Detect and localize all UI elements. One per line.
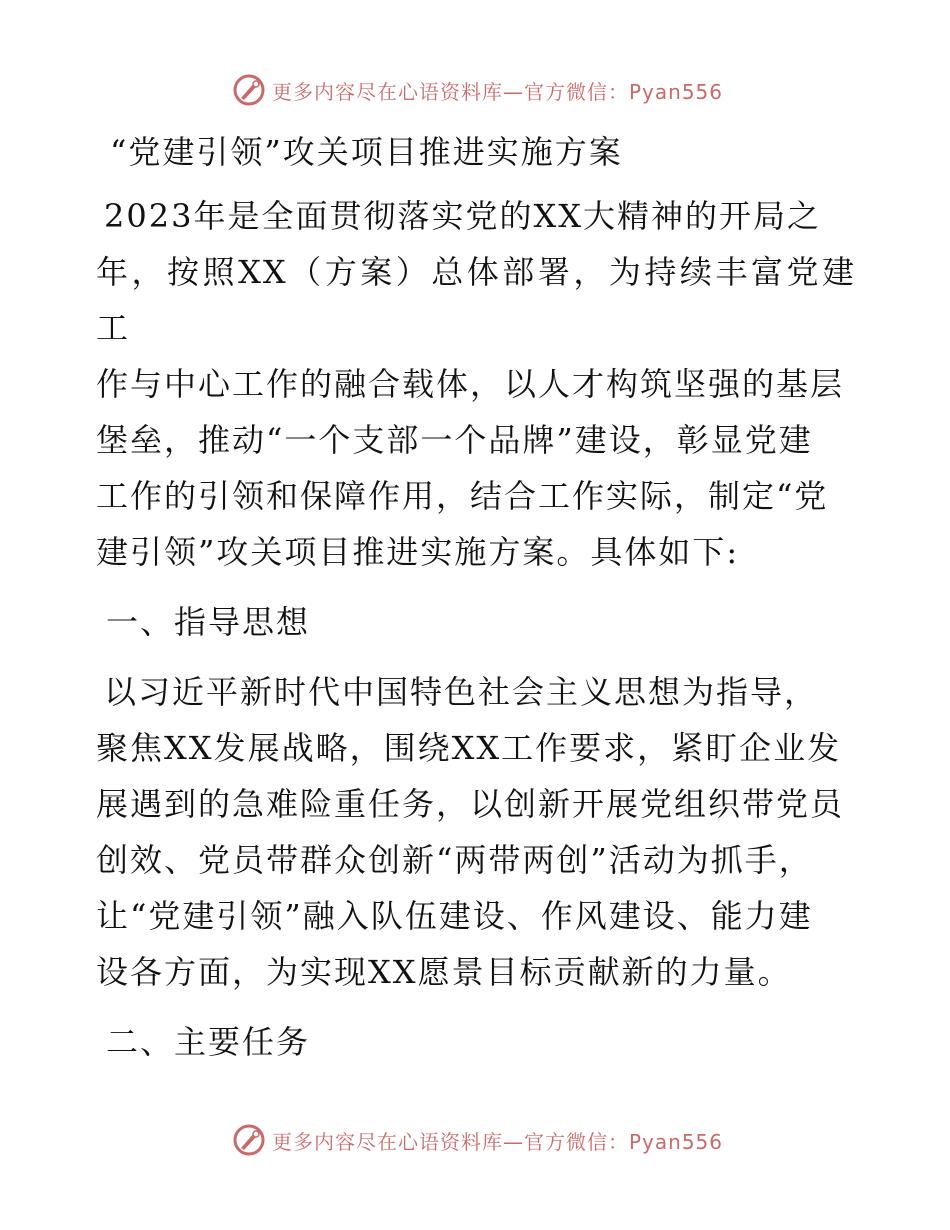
section-heading-main-tasks: 二、主要任务 [106,1023,311,1061]
watermark-header [232,72,752,108]
intro-paragraph [96,188,856,580]
watermark-wechat-text: 官方微信：Pyan556 [524,79,724,104]
watermark-library-text: 更多内容尽在心语资料库 [272,79,503,104]
paragraph-line: 让“党建引领”融入队伍建设、作风建设、能力建 [96,897,813,935]
watermark-text [272,76,723,105]
watermark-library-text: 更多内容尽在心语资料库 [272,1129,503,1154]
watermark-wechat-text: 官方微信：Pyan556 [524,1129,724,1154]
watermark-text [272,1126,723,1155]
pen-logo-icon [232,73,266,107]
pen-logo-icon [232,1123,266,1157]
paragraph-line: 展遇到的急难险重任务，以创新开展党组织带党员 [96,785,845,823]
paragraph-line: 创效、党员带群众创新“两带两创”活动为抓手， [96,841,813,879]
watermark-separator: — [503,79,524,104]
intro-line: 堡垒，推动“一个支部一个品牌”建设，彰显党建 [96,421,813,459]
document-body [96,120,856,1084]
paragraph-line: 聚焦XX发展战略，围绕XX工作要求，紧盯企业发 [96,729,842,767]
watermark-footer [232,1122,752,1158]
watermark-separator: — [503,1129,524,1154]
intro-line: 作与中心工作的融合载体，以人才构筑坚强的基层 [96,365,845,403]
intro-line: 建引领”攻关项目推进实施方案。具体如下: [96,533,740,571]
intro-line: 2023年是全面贯彻落实党的XX大精神的开局之 [104,197,822,235]
guiding-ideology-paragraph [96,664,856,1000]
document-title: “党建引领”攻关项目推进实施方案 [110,133,623,171]
paragraph-line: 设各方面，为实现XX愿景目标贡献新的力量。 [96,953,792,991]
paragraph-line: 以习近平新时代中国特色社会主义思想为指导， [104,673,819,711]
intro-line: 工作的引领和保障作用，结合工作实际，制定“党 [96,477,829,515]
intro-line: 年，按照XX（方案）总体部署，为持续丰富党建工 [96,253,856,347]
section-heading-guiding-ideology: 一、指导思想 [106,603,311,641]
